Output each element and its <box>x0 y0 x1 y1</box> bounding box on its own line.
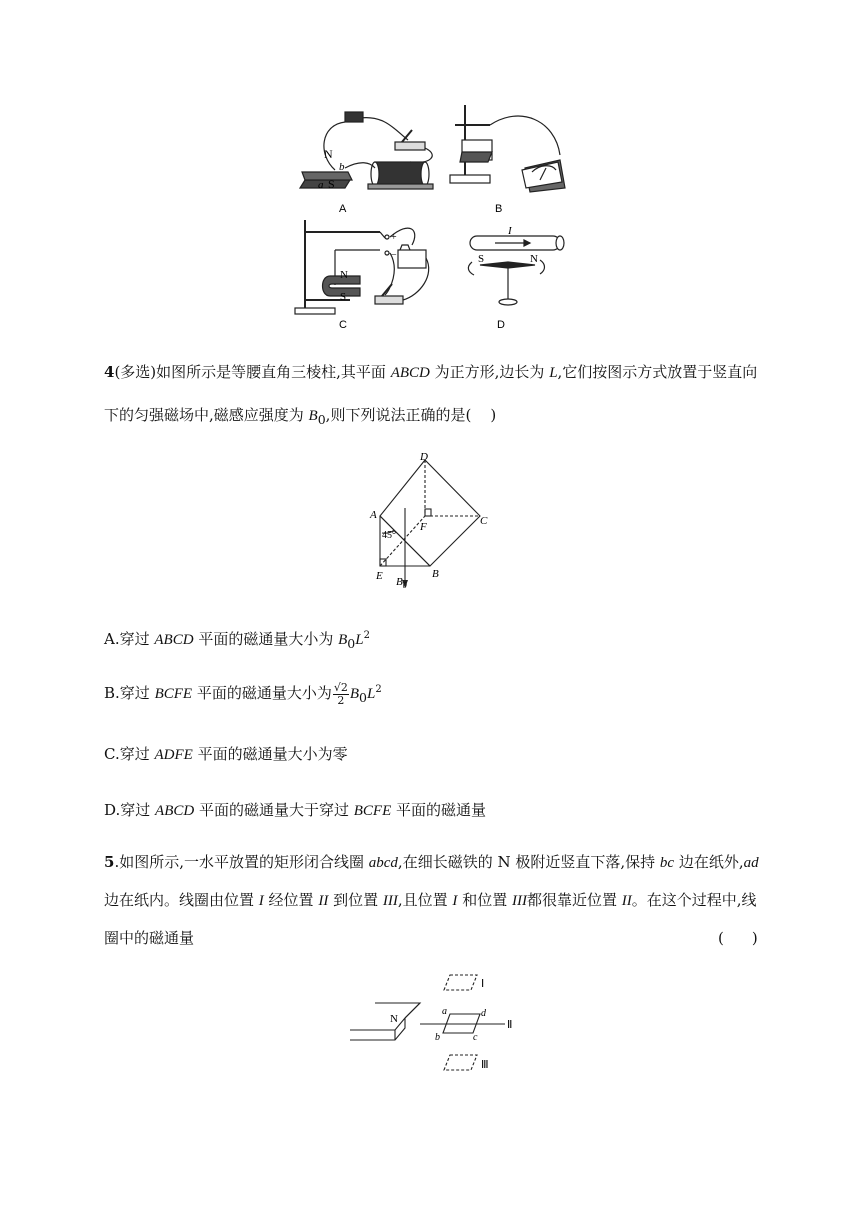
q5-text: ad <box>743 855 759 871</box>
q5-text: 边在纸外, <box>674 853 744 871</box>
panel-a-n-label: N <box>324 147 333 161</box>
option-text: B <box>338 632 348 648</box>
q5-text: 。在这个过程中,线 <box>631 891 757 909</box>
apparatus-figure <box>290 100 580 340</box>
label-b: B <box>495 203 503 215</box>
label-d: D <box>497 319 505 331</box>
panel-a-a-label: a <box>318 179 324 191</box>
magnet-n-label: N <box>390 1013 398 1025</box>
option-text: BCFE <box>353 803 392 819</box>
option-text: ABCD <box>155 803 195 819</box>
option-text: ABCD <box>154 632 194 648</box>
prism-d-label: D <box>420 451 428 463</box>
coil-c-label: c <box>473 1032 478 1043</box>
prism-e-label: E <box>376 570 383 582</box>
q4-text: B <box>308 408 318 424</box>
panel-c-s-label: S <box>340 291 347 303</box>
q5-text: III <box>382 893 398 909</box>
fraction-denominator: 2 <box>337 693 345 707</box>
q5-text: 圈中的磁通量 <box>104 929 195 947</box>
label-a: A <box>339 203 347 215</box>
option-text: L <box>355 632 364 648</box>
coil-b-label: b <box>435 1032 440 1043</box>
q4-line-1 <box>104 362 757 383</box>
q4-text: 下的匀强磁场中,磁感应强度为 <box>104 406 309 424</box>
q4-text: ,则下列说法正确的是( <box>325 406 472 424</box>
q5-text: abcd <box>368 855 398 871</box>
option-text: 平面的磁通量大小为零 <box>192 745 348 763</box>
option-text: 2 <box>363 630 370 641</box>
panel-a-b-label: b <box>339 161 345 173</box>
option-text: 平面的磁通量 <box>391 801 487 819</box>
coil-d-label: d <box>481 1008 486 1019</box>
q4-number: 4 <box>104 363 115 381</box>
q5-text: 都很靠近位置 <box>526 891 622 909</box>
option-text: ADFE <box>154 747 193 763</box>
prism-field-label: $B_0$ <box>396 576 407 590</box>
q5-text: 边在纸内。线圈由位置 <box>104 891 259 909</box>
prism-a-label: A <box>370 509 377 521</box>
q5-text: 和位置 <box>457 891 512 909</box>
option-text: 平面的磁通量大小为 <box>193 630 339 648</box>
q4-tag: (多选) <box>114 363 157 381</box>
option-text: 0 <box>347 636 356 651</box>
panel-d-n-label: N <box>530 253 538 265</box>
q5-text: bc <box>659 855 675 871</box>
position-1-label: Ⅰ <box>481 978 485 990</box>
option-text: 2 <box>375 684 382 695</box>
q5-magnet-figure <box>345 970 525 1080</box>
label-c: C <box>339 319 347 331</box>
option-text: A.穿过 <box>104 630 155 648</box>
coil-a-label: a <box>442 1006 447 1017</box>
q4-text <box>471 406 490 424</box>
option-text: C.穿过 <box>104 745 155 763</box>
q4-line-2 <box>104 405 496 430</box>
q5-text: II <box>621 893 632 909</box>
prism-b-label: B <box>432 568 439 580</box>
q4-text: ) <box>490 406 497 424</box>
q4-text: ,它们按图示方式放置于竖直向 <box>557 363 758 381</box>
q5-line-2 <box>104 890 757 911</box>
prism-angle-label: 45° <box>382 530 396 541</box>
panel-a-s-label: S <box>328 177 335 191</box>
q4-text: 为正方形,边长为 <box>429 363 550 381</box>
q4-text: L <box>549 365 558 381</box>
q5-text: 到位置 <box>328 891 383 909</box>
option-text: 平面的磁通量大小为 <box>192 684 332 702</box>
fraction-numerator: √2 <box>333 680 348 694</box>
q4-text: 0 <box>317 412 326 427</box>
q5-text: III <box>511 893 527 909</box>
q5-line-1 <box>104 852 759 873</box>
panel-c-minus-label: − <box>391 250 397 261</box>
q5-text: ,且位置 <box>397 891 453 909</box>
prism-svg <box>360 448 500 593</box>
bracket-open: ( <box>718 929 724 947</box>
q4-option-a <box>104 626 370 654</box>
prism-c-label: C <box>480 515 488 527</box>
option-text: B <box>349 686 360 702</box>
option-text: 平面的磁通量大于穿过 <box>194 801 354 819</box>
magnet-svg <box>345 970 525 1080</box>
option-text: B.穿过 <box>104 684 155 702</box>
q5-text: I <box>452 893 458 909</box>
q4-text: ABCD <box>390 365 430 381</box>
q4-option-b <box>104 680 382 708</box>
q5-text: .如图所示,一水平放置的矩形闭合线圈 <box>114 853 369 871</box>
q5-text: ,在细长磁铁的 N 极附近竖直下落,保持 <box>397 853 660 871</box>
q4-option-c <box>104 744 348 765</box>
q5-answer-bracket <box>718 928 758 948</box>
q4-prism-figure <box>360 448 500 593</box>
apparatus-svg <box>290 100 580 340</box>
q5-line-3 <box>104 928 194 948</box>
q5-text: I <box>258 893 264 909</box>
q5-text: II <box>318 893 329 909</box>
panel-c-plus-label: + <box>391 232 397 243</box>
option-text: BCFE <box>154 686 193 702</box>
option-text: 0 <box>359 690 367 705</box>
panel-d-s-label: S <box>478 253 485 265</box>
q5-text: 经位置 <box>263 891 319 909</box>
position-3-label: Ⅲ <box>481 1059 489 1071</box>
option-text: D.穿过 <box>104 801 156 819</box>
position-2-label: Ⅱ <box>507 1019 513 1031</box>
panel-c-n-label: N <box>340 269 348 281</box>
q5-number: 5 <box>104 853 115 871</box>
fraction <box>333 682 349 707</box>
q4-option-d <box>104 800 486 821</box>
panel-d-current-label: I <box>508 225 512 237</box>
q4-text: 如图所示是等腰直角三棱柱,其平面 <box>156 363 391 381</box>
option-text: L <box>366 686 376 702</box>
prism-f-label: F <box>420 521 427 533</box>
bracket-close: ) <box>751 929 758 947</box>
